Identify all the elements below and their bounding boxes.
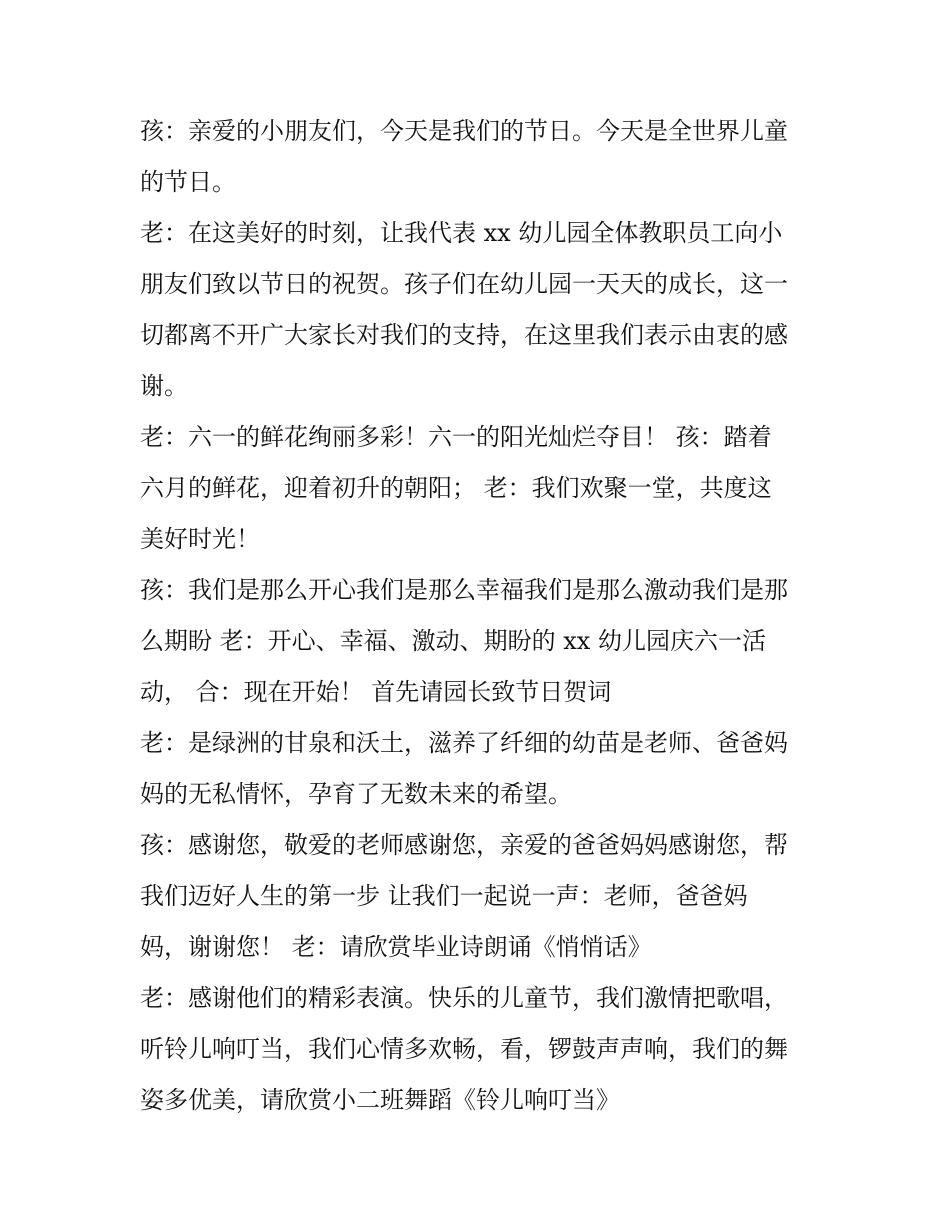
text-line: 谢。 xyxy=(140,372,188,400)
text-line: 姿多优美，请欣赏小二班舞蹈《铃儿响叮当》 xyxy=(140,1086,620,1114)
text-line: 妈的无私情怀，孕育了无数未来的希望。 xyxy=(140,780,572,808)
text-line: 六月的鲜花，迎着初升的朝阳； 老：我们欢聚一堂，共度这 xyxy=(140,474,772,502)
text-line: 妈，谢谢您！ 老：请欣赏毕业诗朗诵《悄悄话》 xyxy=(140,933,652,961)
text-line: 朋友们致以节日的祝贺。孩子们在幼儿园一天天的成长，这一 xyxy=(140,270,788,298)
text-line: 我们迈好人生的第一步 让我们一起说一声：老师，爸爸妈 xyxy=(140,882,748,910)
document-body xyxy=(140,106,820,1126)
text-line: 老：在这美好的时刻，让我代表 xx 幼儿园全体教职员工向小 xyxy=(140,219,783,247)
text-line: 动， 合：现在开始！ 首先请园长致节日贺词 xyxy=(140,678,612,706)
text-line: 孩：感谢您，敬爱的老师感谢您，亲爱的爸爸妈妈感谢您，帮 xyxy=(140,831,788,859)
text-line: 的节日。 xyxy=(140,168,236,196)
text-line: 老：六一的鲜花绚丽多彩！六一的阳光灿烂夺目！ 孩：踏着 xyxy=(140,423,772,451)
text-line: 孩：我们是那么开心我们是那么幸福我们是那么激动我们是那 xyxy=(140,576,788,604)
text-line: 老：是绿洲的甘泉和沃土，滋养了纤细的幼苗是老师、爸爸妈 xyxy=(140,729,788,757)
text-line: 孩：亲爱的小朋友们，今天是我们的节日。今天是全世界儿童 xyxy=(140,117,788,145)
text-line: 听铃儿响叮当，我们心情多欢畅，看，锣鼓声声响，我们的舞 xyxy=(140,1035,788,1063)
text-line: 切都离不开广大家长对我们的支持，在这里我们表示由衷的感 xyxy=(140,321,788,349)
text-line: 美好时光！ xyxy=(140,525,260,553)
text-line: 老：感谢他们的精彩表演。快乐的儿童节，我们激情把歌唱， xyxy=(140,984,788,1012)
text-line: 么期盼 老：开心、幸福、激动、期盼的 xx 幼儿园庆六一活 xyxy=(140,627,766,655)
